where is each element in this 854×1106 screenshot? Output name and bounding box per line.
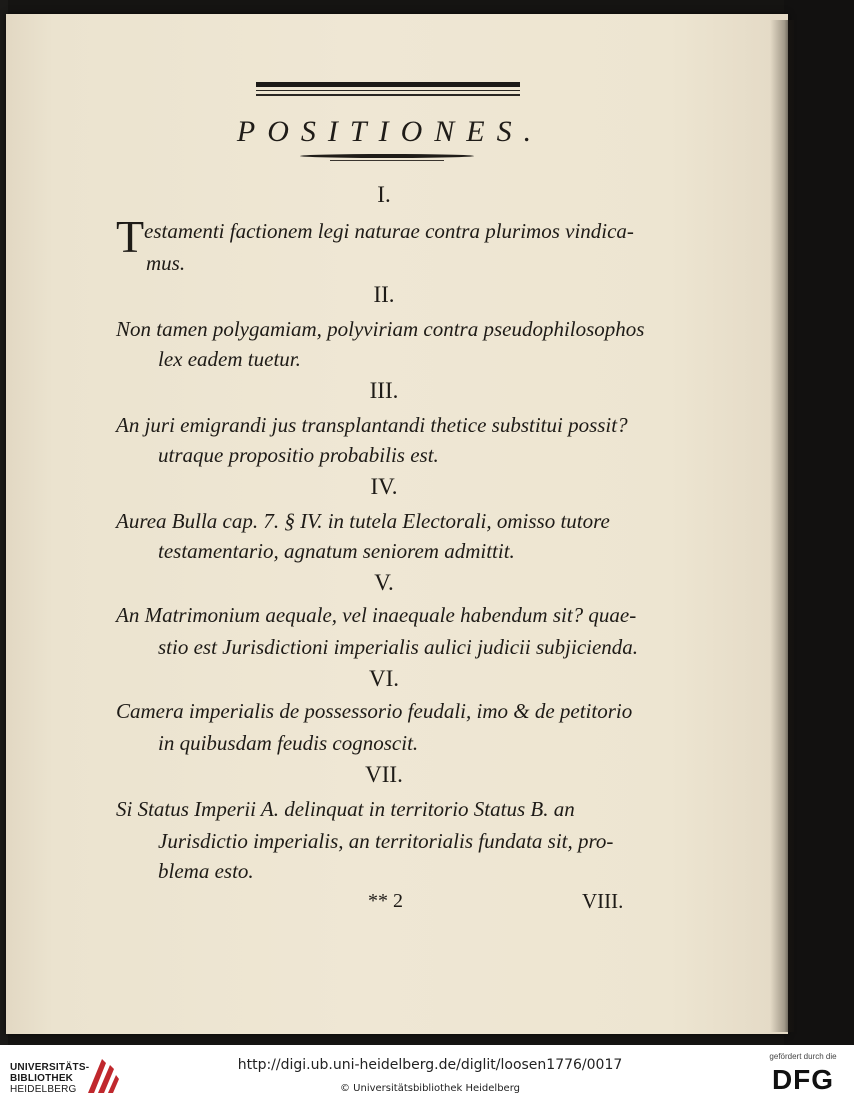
- section-numeral-2: II.: [373, 282, 395, 307]
- title-underline: [300, 154, 474, 158]
- section-7-line-1: Si Status Imperii A. delinquat in territorio Status B. an: [116, 797, 575, 821]
- section-3-line-2: utraque propositio probabilis est.: [158, 443, 439, 467]
- section-6-line-2: in quibusdam feudis cognoscit.: [158, 731, 419, 755]
- section-1-line-1: estamenti factionem legi naturae contra plurimos vindica-: [144, 219, 634, 243]
- library-logo-icon: [86, 1055, 120, 1095]
- scan-edge-right: [784, 0, 854, 1045]
- footer-bar: [0, 1045, 854, 1106]
- section-6-line-1: Camera imperialis de possessorio feudali, imo & de petitorio: [116, 699, 633, 723]
- section-numeral-6: VI.: [368, 666, 400, 691]
- library-name-line-3: HEIDELBERG: [10, 1084, 77, 1095]
- section-2-line-1: Non tamen polygamiam, polyviriam contra pseudophilosophos: [116, 317, 645, 341]
- library-name-line-2: BIBLIOTHEK: [10, 1073, 74, 1084]
- section-5-line-2: stio est Jurisdictioni imperialis aulici judicii subjicienda.: [158, 635, 639, 659]
- section-numeral-1: I.: [377, 182, 391, 207]
- section-4-line-2: testamentario, agnatum seniorem admittit.: [158, 539, 515, 563]
- section-3-line-1: An juri emigrandi jus transplantandi thetice substitui possit?: [116, 413, 628, 437]
- header-rule-thick: [256, 82, 520, 87]
- drop-cap: T: [116, 211, 145, 262]
- page-fold-shadow: [770, 20, 794, 1032]
- section-numeral-5: V.: [374, 570, 394, 595]
- section-5-line-1: An Matrimonium aequale, vel inaequale habendum sit? quae-: [116, 603, 637, 627]
- section-numeral-3: III.: [369, 378, 399, 403]
- funded-by-label: gefördert durch die: [769, 1052, 837, 1061]
- library-name-line-1: UNIVERSITÄTS-: [10, 1062, 90, 1073]
- section-1-line-2: mus.: [146, 251, 186, 275]
- document-url-link[interactable]: http://digi.ub.uni-heidelberg.de/diglit/loosen1776/0017: [237, 1057, 623, 1073]
- dfg-logo: DFG: [771, 1064, 835, 1095]
- header-rule-thin: [256, 90, 520, 91]
- section-numeral-4: IV.: [370, 474, 398, 499]
- section-4-line-1: Aurea Bulla cap. 7. § IV. in tutela Electorali, omisso tutore: [116, 509, 610, 533]
- catchword: VIII.: [582, 889, 624, 913]
- copyright-notice: © Universitätsbibliothek Heidelberg: [339, 1083, 520, 1094]
- section-7-line-2: Jurisdictio imperialis, an territorialis fundata sit, pro-: [158, 829, 614, 853]
- title-underline-thin: [330, 160, 444, 161]
- header-rule-thin-2: [256, 94, 520, 96]
- page-title: POSITIONES.: [236, 115, 544, 148]
- section-numeral-7: VII.: [365, 762, 403, 787]
- section-2-line-2: lex eadem tuetur.: [158, 347, 301, 371]
- signature-mark: ** 2: [368, 890, 403, 912]
- section-7-line-3: blema esto.: [158, 859, 254, 883]
